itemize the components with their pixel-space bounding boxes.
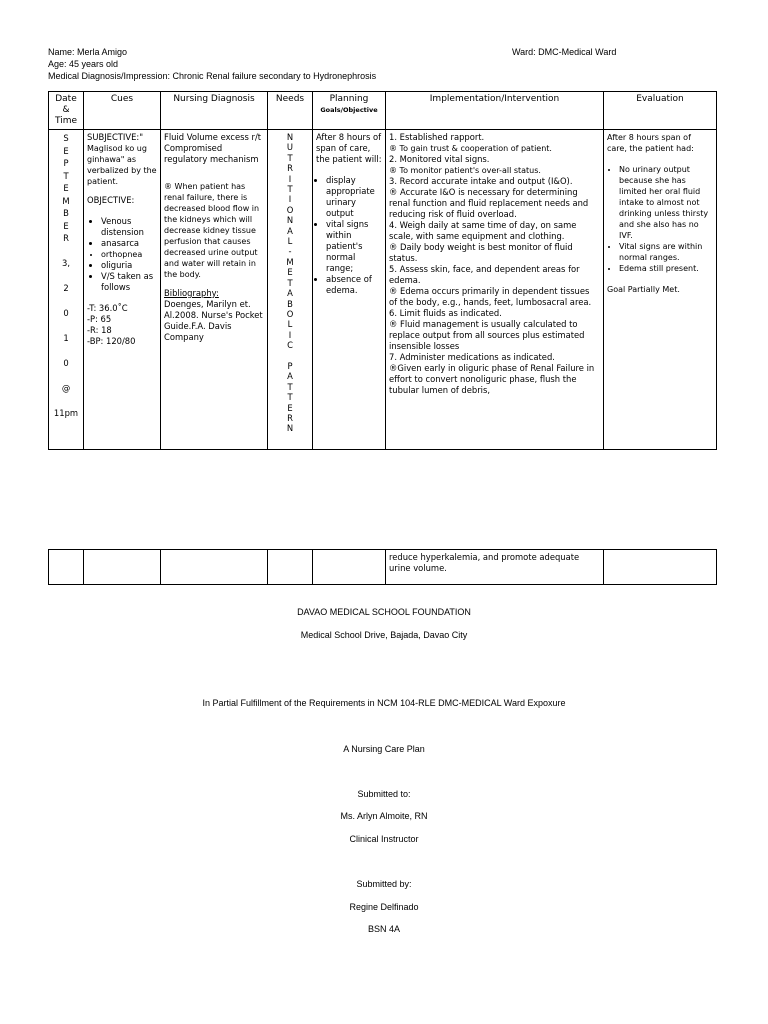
- col-cues-header: Cues: [84, 92, 161, 130]
- needs-letter: L: [287, 319, 293, 330]
- impl-line: ® Daily body weight is best monitor of fluid status.: [389, 242, 573, 263]
- list-item: • Venous distension: [101, 216, 157, 238]
- table-row: [49, 130, 717, 450]
- date-letter: [52, 245, 80, 258]
- needs-letter: O: [286, 308, 294, 319]
- subjective-text: Maglisod ko ug ginhawa" as verbalized by the patient.: [87, 144, 157, 186]
- evaluation-list: [607, 164, 713, 274]
- impl-line: ® To gain trust & cooperation of patient.: [389, 144, 552, 153]
- objective-label: OBJECTIVE:: [87, 195, 135, 205]
- needs-letter: [271, 351, 309, 361]
- needs-letter: T: [287, 184, 293, 195]
- evaluation-cell: [604, 130, 717, 450]
- list-item: • Edema still present.: [619, 263, 713, 274]
- impl-line: ® Fluid management is usually calculated to replace output from all sources plus estimated insensible losses: [389, 319, 585, 351]
- impl-line: ®Given early in oliguric phase of Renal Failure in effort to convert nonoliguric phase, flush the tubular lumen of debris,: [389, 363, 595, 395]
- needs-letter: M: [286, 256, 294, 267]
- impl-line: 6. Limit fluids as indicated.: [389, 308, 502, 318]
- list-item: • absence of edema.: [326, 274, 382, 296]
- list-item: • anasarca: [101, 238, 157, 249]
- needs-letter: T: [287, 392, 293, 403]
- needs-letter: I: [288, 173, 292, 184]
- empty-cell: [161, 550, 268, 585]
- needs-letter: -: [288, 246, 292, 257]
- col-nursing-diagnosis-header: Nursing Diagnosis: [161, 92, 268, 130]
- impl-line: 2. Monitored vital signs.: [389, 154, 490, 164]
- needs-letter: A: [287, 371, 293, 382]
- planning-list: [316, 175, 382, 296]
- date-letter: [52, 270, 80, 283]
- vital-resp: -R: 18: [87, 325, 112, 335]
- submitted-to-name: Ms. Arlyn Almoite, RN: [340, 811, 428, 821]
- list-item: • No urinary output because she has limited her oral fluid intake to almost not drinking unless thirsty and she also has no IVF.: [619, 164, 713, 241]
- list-item: • Vital signs are within normal ranges.: [619, 241, 713, 263]
- school-address: Medical School Drive, Bajada, Davao City: [300, 630, 468, 640]
- list-item: • display appropriate urinary output: [326, 175, 382, 219]
- needs-letter: R: [287, 412, 293, 423]
- needs-letter: C: [287, 340, 293, 351]
- table-row: [49, 550, 717, 585]
- needs-letter: T: [287, 152, 293, 163]
- date-letter: [52, 395, 80, 408]
- impl-line: 5. Assess skin, face, and dependent areas for edema.: [389, 264, 580, 285]
- list-item: • V/S taken as follows: [101, 271, 157, 293]
- needs-letter: E: [287, 267, 293, 278]
- ward-label: Ward: DMC-Medical Ward: [512, 47, 617, 57]
- impl-line: 3. Record accurate intake and output (I&O).: [389, 176, 573, 186]
- date-letter: 2: [63, 283, 69, 293]
- needs-letter: A: [287, 288, 293, 299]
- vital-pulse: -P: 65: [87, 314, 112, 324]
- needs-letter: E: [287, 402, 293, 413]
- date-letter: [52, 320, 80, 333]
- list-item: • oliguria: [101, 260, 157, 271]
- date-letter: E: [63, 145, 69, 156]
- needs-letter: N: [286, 132, 294, 142]
- date-letter: [52, 345, 80, 358]
- nursing-diagnosis-cell: [161, 130, 268, 450]
- medical-diagnosis: Medical Diagnosis/Impression: Chronic Renal failure secondary to Hydronephrosis: [48, 71, 377, 81]
- planning-label: Planning: [329, 94, 369, 104]
- needs-letter: N: [286, 215, 294, 226]
- subjective-label: SUBJECTIVE:": [87, 132, 144, 142]
- submitted-by-name: Regine Delfinado: [349, 902, 419, 912]
- needs-letter: L: [287, 236, 293, 247]
- impl-line: 1. Established rapport.: [389, 132, 485, 142]
- col-planning-header: [313, 92, 386, 130]
- date-letter: @: [61, 383, 71, 393]
- date-letter: P: [63, 158, 69, 168]
- implementation-continuation: reduce hyperkalemia, and promote adequate urine volume.: [386, 550, 604, 585]
- diagnosis-rationale: ® When patient has renal failure, there is decreased blood flow in the kidneys which will decrease kidney tissue perfusion that causes decreased urine output and water will retain in the body.: [164, 182, 260, 279]
- date-letter: 1: [63, 333, 69, 343]
- date-letter: 3,: [62, 258, 70, 268]
- empty-cell: [84, 550, 161, 585]
- date-cell: [49, 130, 84, 450]
- impl-line: 4. Weigh daily at same time of day, on same scale, with same equipment and clothing.: [389, 220, 577, 241]
- instructor-role: Clinical Instructor: [349, 834, 419, 844]
- col-implementation-header: Implementation/Intervention: [386, 92, 604, 130]
- needs-letter: A: [287, 225, 293, 236]
- date-letter: 0: [63, 358, 69, 368]
- col-evaluation-header: Evaluation: [604, 92, 717, 130]
- list-item: • orthopnea: [101, 249, 157, 260]
- vital-temp: -T: 36.0˚C: [87, 303, 128, 313]
- empty-cell: [313, 550, 386, 585]
- needs-letter: O: [286, 204, 294, 215]
- needs-letter: U: [286, 142, 294, 153]
- table-header-row: [49, 92, 717, 130]
- diagnosis-main: Fluid Volume excess r/t Compromised regulatory mechanism: [164, 132, 262, 164]
- needs-letter: T: [287, 277, 293, 288]
- objective-list: [87, 216, 157, 293]
- impl-line: ® To monitor patient's over-all status.: [389, 166, 541, 175]
- patient-name: Name: Merla Amigo: [48, 47, 128, 57]
- care-plan-continuation-table: [48, 549, 717, 585]
- date-letter: 11pm: [53, 408, 79, 418]
- needs-cell: [268, 130, 313, 450]
- date-letter: [52, 295, 80, 308]
- empty-cell: [604, 550, 717, 585]
- needs-letter: B: [287, 298, 293, 309]
- cues-cell: [84, 130, 161, 450]
- planning-intro: After 8 hours of span of care, the patient will:: [316, 132, 382, 164]
- col-needs-header: Needs: [268, 92, 313, 130]
- impl-line: 7. Administer medications as indicated.: [389, 352, 555, 362]
- empty-cell: [49, 550, 84, 585]
- needs-letter: R: [287, 163, 293, 174]
- col-date-header: Date & Time: [49, 92, 84, 130]
- submitted-to-label: Submitted to:: [357, 789, 411, 799]
- needs-letter: P: [287, 360, 293, 371]
- date-letter: E: [63, 183, 69, 193]
- vital-bp: -BP: 120/80: [87, 336, 136, 346]
- fulfillment-text: In Partial Fulfillment of the Requirements in NCM 104-RLE DMC-MEDICAL Ward Expoxure: [202, 698, 566, 708]
- submitted-by-label: Submitted by:: [356, 879, 412, 889]
- evaluation-goal: Goal Partially Met.: [607, 285, 680, 294]
- bibliography-label: Bibliography:: [164, 288, 219, 298]
- school-name: DAVAO MEDICAL SCHOOL FOUNDATION: [297, 607, 471, 617]
- date-letter: B: [63, 208, 69, 218]
- care-plan-table: [48, 91, 717, 450]
- evaluation-intro: After 8 hours span of care, the patient had:: [607, 133, 694, 153]
- implementation-cell: [386, 130, 604, 450]
- date-letter: [52, 370, 80, 383]
- needs-letter: I: [288, 194, 292, 205]
- date-letter: 0: [63, 308, 69, 318]
- planning-cell: [313, 130, 386, 450]
- patient-age: Age: 45 years old: [48, 59, 119, 69]
- date-letter: R: [63, 233, 69, 243]
- section-label: BSN 4A: [367, 924, 400, 934]
- date-letter: S: [63, 133, 69, 143]
- date-letter: E: [63, 220, 69, 231]
- impl-line: ® Edema occurs primarily in dependent tissues of the body, e.g., hands, feet, lumbosacral area.: [389, 286, 592, 307]
- document-title: A Nursing Care Plan: [343, 744, 425, 754]
- bibliography-text: Doenges, Marilyn et. Al.2008. Nurse's Pocket Guide.F.A. Davis Company: [164, 299, 263, 342]
- needs-letter: N: [286, 423, 294, 434]
- empty-cell: [268, 550, 313, 585]
- needs-letter: T: [287, 381, 293, 392]
- date-letter: T: [63, 170, 69, 181]
- needs-letter: I: [288, 329, 292, 340]
- list-item: • vital signs within patient's normal range;: [326, 219, 382, 274]
- impl-line: ® Accurate I&O is necessary for determining renal function and fluid replacement needs and reducing risk of fluid overload.: [389, 187, 589, 219]
- date-letter: M: [62, 195, 70, 206]
- planning-sublabel: Goals/Objective: [320, 106, 378, 114]
